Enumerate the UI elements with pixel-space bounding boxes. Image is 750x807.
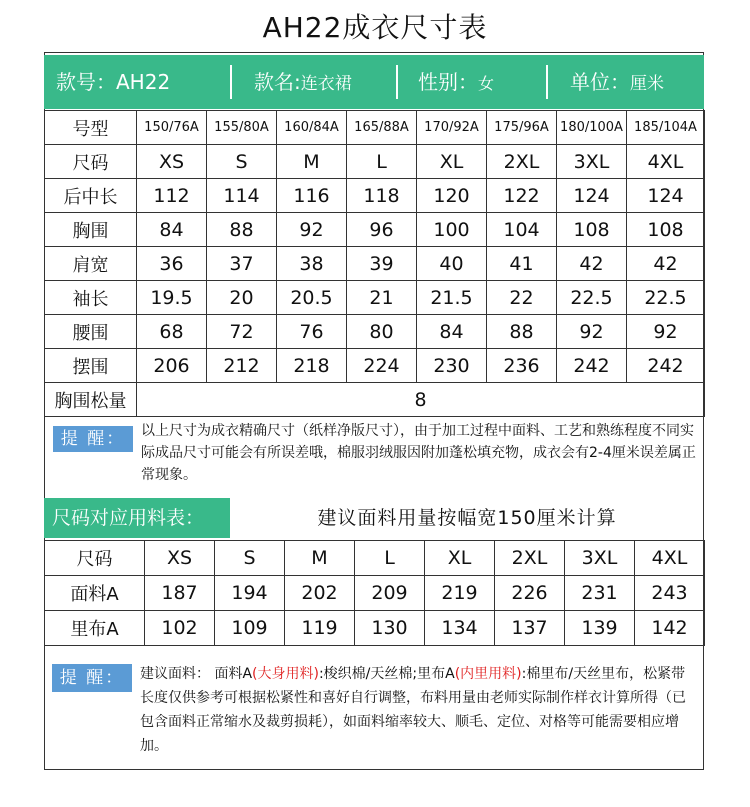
table-cell: 40	[417, 247, 487, 281]
table-cell: 236	[487, 349, 557, 383]
model-cell: 150/76A	[137, 111, 207, 145]
table-cell: 38	[277, 247, 347, 281]
table-cell: 22.5	[627, 281, 705, 315]
table-cell: 22.5	[557, 281, 627, 315]
table-cell: 42	[627, 247, 705, 281]
table-cell: 242	[557, 349, 627, 383]
table-cell: 224	[347, 349, 417, 383]
table-row	[45, 611, 705, 646]
table-cell: XS	[137, 145, 207, 179]
table-cell: 39	[347, 247, 417, 281]
table-row	[45, 383, 705, 417]
model-cell: 165/88A	[347, 111, 417, 145]
style-name-label: 款名:	[254, 70, 301, 94]
table-cell: L	[355, 541, 425, 576]
model-cell: 160/84A	[277, 111, 347, 145]
header-divider	[546, 65, 548, 99]
note-2-part: 建议面料： 面料A	[140, 666, 253, 682]
style-name-value: 连衣裙	[300, 74, 352, 94]
row-label: 摆围	[45, 349, 137, 383]
row-label: 后中长	[45, 179, 137, 213]
table-cell: 124	[627, 179, 705, 213]
table-cell: 209	[355, 576, 425, 611]
row-label: 胸围	[45, 213, 137, 247]
table-cell: 36	[137, 247, 207, 281]
row-label: 尺码	[45, 541, 145, 576]
note-2-highlight: (内里用料)	[454, 666, 522, 682]
table-cell: 96	[347, 213, 417, 247]
table-cell: S	[215, 541, 285, 576]
row-label: 胸围松量	[45, 383, 137, 417]
table-row	[45, 576, 705, 611]
table-cell: 139	[565, 611, 635, 646]
table-cell: 108	[557, 213, 627, 247]
table-cell: 22	[487, 281, 557, 315]
row-label: 袖长	[45, 281, 137, 315]
table-cell: 124	[557, 179, 627, 213]
table-cell: 226	[495, 576, 565, 611]
size-table	[44, 110, 705, 417]
table-cell: 230	[417, 349, 487, 383]
table-row	[45, 145, 705, 179]
table-cell: 88	[207, 213, 277, 247]
table-cell: 84	[417, 315, 487, 349]
table-cell: 4XL	[635, 541, 705, 576]
table-cell: 187	[145, 576, 215, 611]
table-cell: 92	[557, 315, 627, 349]
table-cell: 19.5	[137, 281, 207, 315]
table-row	[45, 281, 705, 315]
table-cell: 20.5	[277, 281, 347, 315]
tip-label: 提 醒：	[53, 426, 133, 452]
tip-label: 提 醒：	[52, 664, 132, 692]
table-cell: 130	[355, 611, 425, 646]
page-title: AH22成衣尺寸表	[262, 11, 488, 44]
table-row	[45, 315, 705, 349]
table-cell: 92	[277, 213, 347, 247]
table-cell: M	[285, 541, 355, 576]
table-cell: 108	[627, 213, 705, 247]
table-cell: 76	[277, 315, 347, 349]
header-divider	[396, 65, 398, 99]
unit	[570, 55, 664, 109]
table-cell: 112	[137, 179, 207, 213]
table-cell: 120	[417, 179, 487, 213]
table-cell: 118	[347, 179, 417, 213]
header-divider	[230, 65, 232, 99]
table-cell: 102	[145, 611, 215, 646]
gender-label: 性别：	[418, 70, 478, 94]
table-cell: 21	[347, 281, 417, 315]
row-label: 面料A	[45, 576, 145, 611]
style-number: 款号：AH22	[56, 70, 171, 94]
model-cell: 180/100A	[557, 111, 627, 145]
table-cell: 88	[487, 315, 557, 349]
table-row	[45, 213, 705, 247]
table-cell: 2XL	[487, 145, 557, 179]
note-1-text: 以上尺寸为成衣精确尺寸（纸样净版尺寸），由于加工过程中面料、工艺和熟练程度不同实际成品尺寸可能会有所误差哦，棉服羽绒服因附加蓬松填充物，成衣会有2-4厘米误差属正常现象。	[141, 423, 696, 483]
table-cell: 219	[425, 576, 495, 611]
table-cell: 100	[417, 213, 487, 247]
table-row	[45, 111, 705, 145]
table-cell: 116	[277, 179, 347, 213]
table-cell: 218	[277, 349, 347, 383]
table-cell: XS	[145, 541, 215, 576]
table-cell: 194	[215, 576, 285, 611]
unit-label: 单位：	[570, 70, 630, 94]
table-cell: XL	[425, 541, 495, 576]
table-row	[45, 541, 705, 576]
table-cell: M	[277, 145, 347, 179]
row-label: 肩宽	[45, 247, 137, 281]
table-cell: 3XL	[565, 541, 635, 576]
header-bar	[44, 55, 704, 109]
table-cell: 231	[565, 576, 635, 611]
row-label: 号型	[45, 111, 137, 145]
fabric-width-note: 建议面料用量按幅宽150厘米计算	[317, 507, 617, 529]
model-cell: 170/92A	[417, 111, 487, 145]
table-cell: 212	[207, 349, 277, 383]
unit-value: 厘米	[630, 74, 664, 94]
row-label: 腰围	[45, 315, 137, 349]
table-cell: 42	[557, 247, 627, 281]
table-cell: 122	[487, 179, 557, 213]
table-cell: 134	[425, 611, 495, 646]
model-cell: 155/80A	[207, 111, 277, 145]
table-cell: 202	[285, 576, 355, 611]
gender-value: 女	[478, 74, 495, 93]
table-cell: 119	[285, 611, 355, 646]
fabric-table-title: 尺码对应用料表：	[44, 498, 230, 538]
row-label: 里布A	[45, 611, 145, 646]
table-row	[45, 247, 705, 281]
model-cell: 185/104A	[627, 111, 705, 145]
table-cell: 114	[207, 179, 277, 213]
table-cell: XL	[417, 145, 487, 179]
row-label: 尺码	[45, 145, 137, 179]
table-cell: 3XL	[557, 145, 627, 179]
table-cell: 68	[137, 315, 207, 349]
note-2-part: :棉里布/天丝里布，松紧带长度仅供参考可根据松紧性和喜好自行调整，布料用量由老师实际制作样衣计算所得（已包含面料正常缩水及裁剪损耗），如面料缩率较大、顺毛、定位、对格等可能需要相应增加。	[140, 666, 686, 754]
table-cell: 20	[207, 281, 277, 315]
note-2-part: :梭织棉/天丝棉;里布A	[318, 666, 455, 682]
style-name	[254, 55, 352, 109]
model-cell: 175/96A	[487, 111, 557, 145]
table-cell: 137	[495, 611, 565, 646]
fabric-table	[44, 540, 705, 646]
table-cell: 4XL	[627, 145, 705, 179]
table-cell: 84	[137, 213, 207, 247]
gender	[418, 55, 494, 109]
table-cell: 41	[487, 247, 557, 281]
table-cell: 72	[207, 315, 277, 349]
table-cell: 243	[635, 576, 705, 611]
table-cell: 142	[635, 611, 705, 646]
table-cell: S	[207, 145, 277, 179]
note-2-text	[140, 662, 696, 758]
ease-value: 8	[137, 383, 705, 417]
table-cell: 37	[207, 247, 277, 281]
table-cell: 80	[347, 315, 417, 349]
table-row	[45, 179, 705, 213]
table-row	[45, 349, 705, 383]
table-cell: 104	[487, 213, 557, 247]
note-1	[44, 420, 705, 486]
table-cell: L	[347, 145, 417, 179]
table-cell: 21.5	[417, 281, 487, 315]
table-cell: 109	[215, 611, 285, 646]
note-2-highlight: (大身用料)	[252, 666, 319, 682]
table-cell: 92	[627, 315, 705, 349]
table-cell: 206	[137, 349, 207, 383]
table-cell: 2XL	[495, 541, 565, 576]
table-cell: 242	[627, 349, 705, 383]
